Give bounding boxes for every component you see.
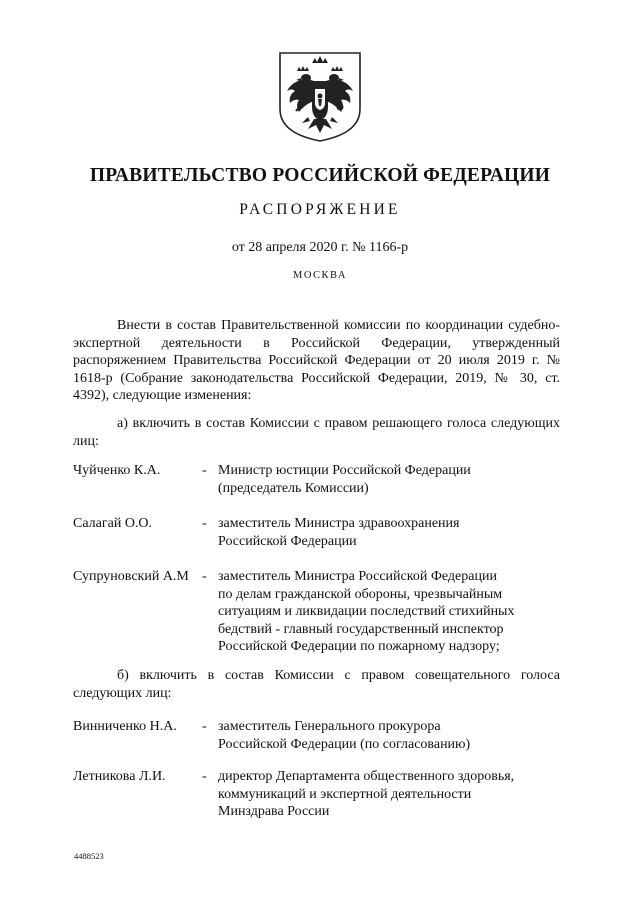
member-role-line: (председатель Комиссии) [218,480,369,496]
member-dash: - [202,463,207,478]
member-dash: - [202,769,207,784]
member-role [218,515,563,550]
member-name: Салагай О.О. [73,516,153,531]
member-role-line: Российской Федерации [218,533,357,549]
member-role-line: заместитель Министра Российской Федерации [218,569,497,584]
member-dash: - [202,569,207,584]
member-dash: - [202,719,207,734]
russian-coat-of-arms-icon [278,51,362,143]
section-b-paragraph: б) включить в состав Комиссии с правом совещательного голоса следующих лиц: [73,668,560,701]
member-dash: - [202,516,207,531]
member-role-line: Российской Федерации по пожарному надзору; [218,639,500,654]
member-role-line: ситуациям и ликвидации последствий стихийных [218,604,515,619]
member-role-line: по делам гражданской обороны, чрезвычайным [218,586,503,602]
member-role-line: заместитель Министра здравоохранения [218,516,460,531]
member-name: Чуйченко К.А. [73,463,161,478]
member-role [218,462,563,497]
member-role-line: Российской Федерации (по согласованию) [218,736,471,752]
member-role-line: коммуникаций и экспертной деятельности [218,786,472,802]
member-role-line: Минздрава России [218,804,330,819]
member-name: Летникова Л.И. [73,769,166,784]
document-city: МОСКВА [293,270,347,281]
section-a-paragraph: а) включить в состав Комиссии с правом решающего голоса следующих лиц: [73,416,560,449]
member-role [218,718,563,753]
document-code: 4488523 [74,851,104,861]
member-role [218,768,563,821]
member-name: Супруновский А.М [73,569,189,584]
member-role-line: заместитель Генерального прокурора [218,719,441,734]
member-name: Винниченко Н.А. [73,719,177,734]
member-role-line: Министр юстиции Российской Федерации [218,463,471,478]
government-title: ПРАВИТЕЛЬСТВО РОССИЙСКОЙ ФЕДЕРАЦИИ [89,165,551,186]
document-date-number: от 28 апреля 2020 г. № 1166-р [231,240,409,255]
intro-paragraph: Внести в состав Правительственной комиссии по координации судебно-экспертной деятельности в Российской Федерации, утвержденный распоряжением Правительства Российской Федерации от 20 июля 2019 г. № 1618-р (Собрание законодательства Российской Федерации, 2019, № 30, ст. 4392), следующие изменения: [73,318,560,403]
member-role-line: бедствий - главный государственный инспектор [218,621,504,637]
member-role-line: директор Департамента общественного здоровья, [218,769,515,784]
member-role [218,568,563,656]
document-type: РАСПОРЯЖЕНИЕ [239,201,401,218]
